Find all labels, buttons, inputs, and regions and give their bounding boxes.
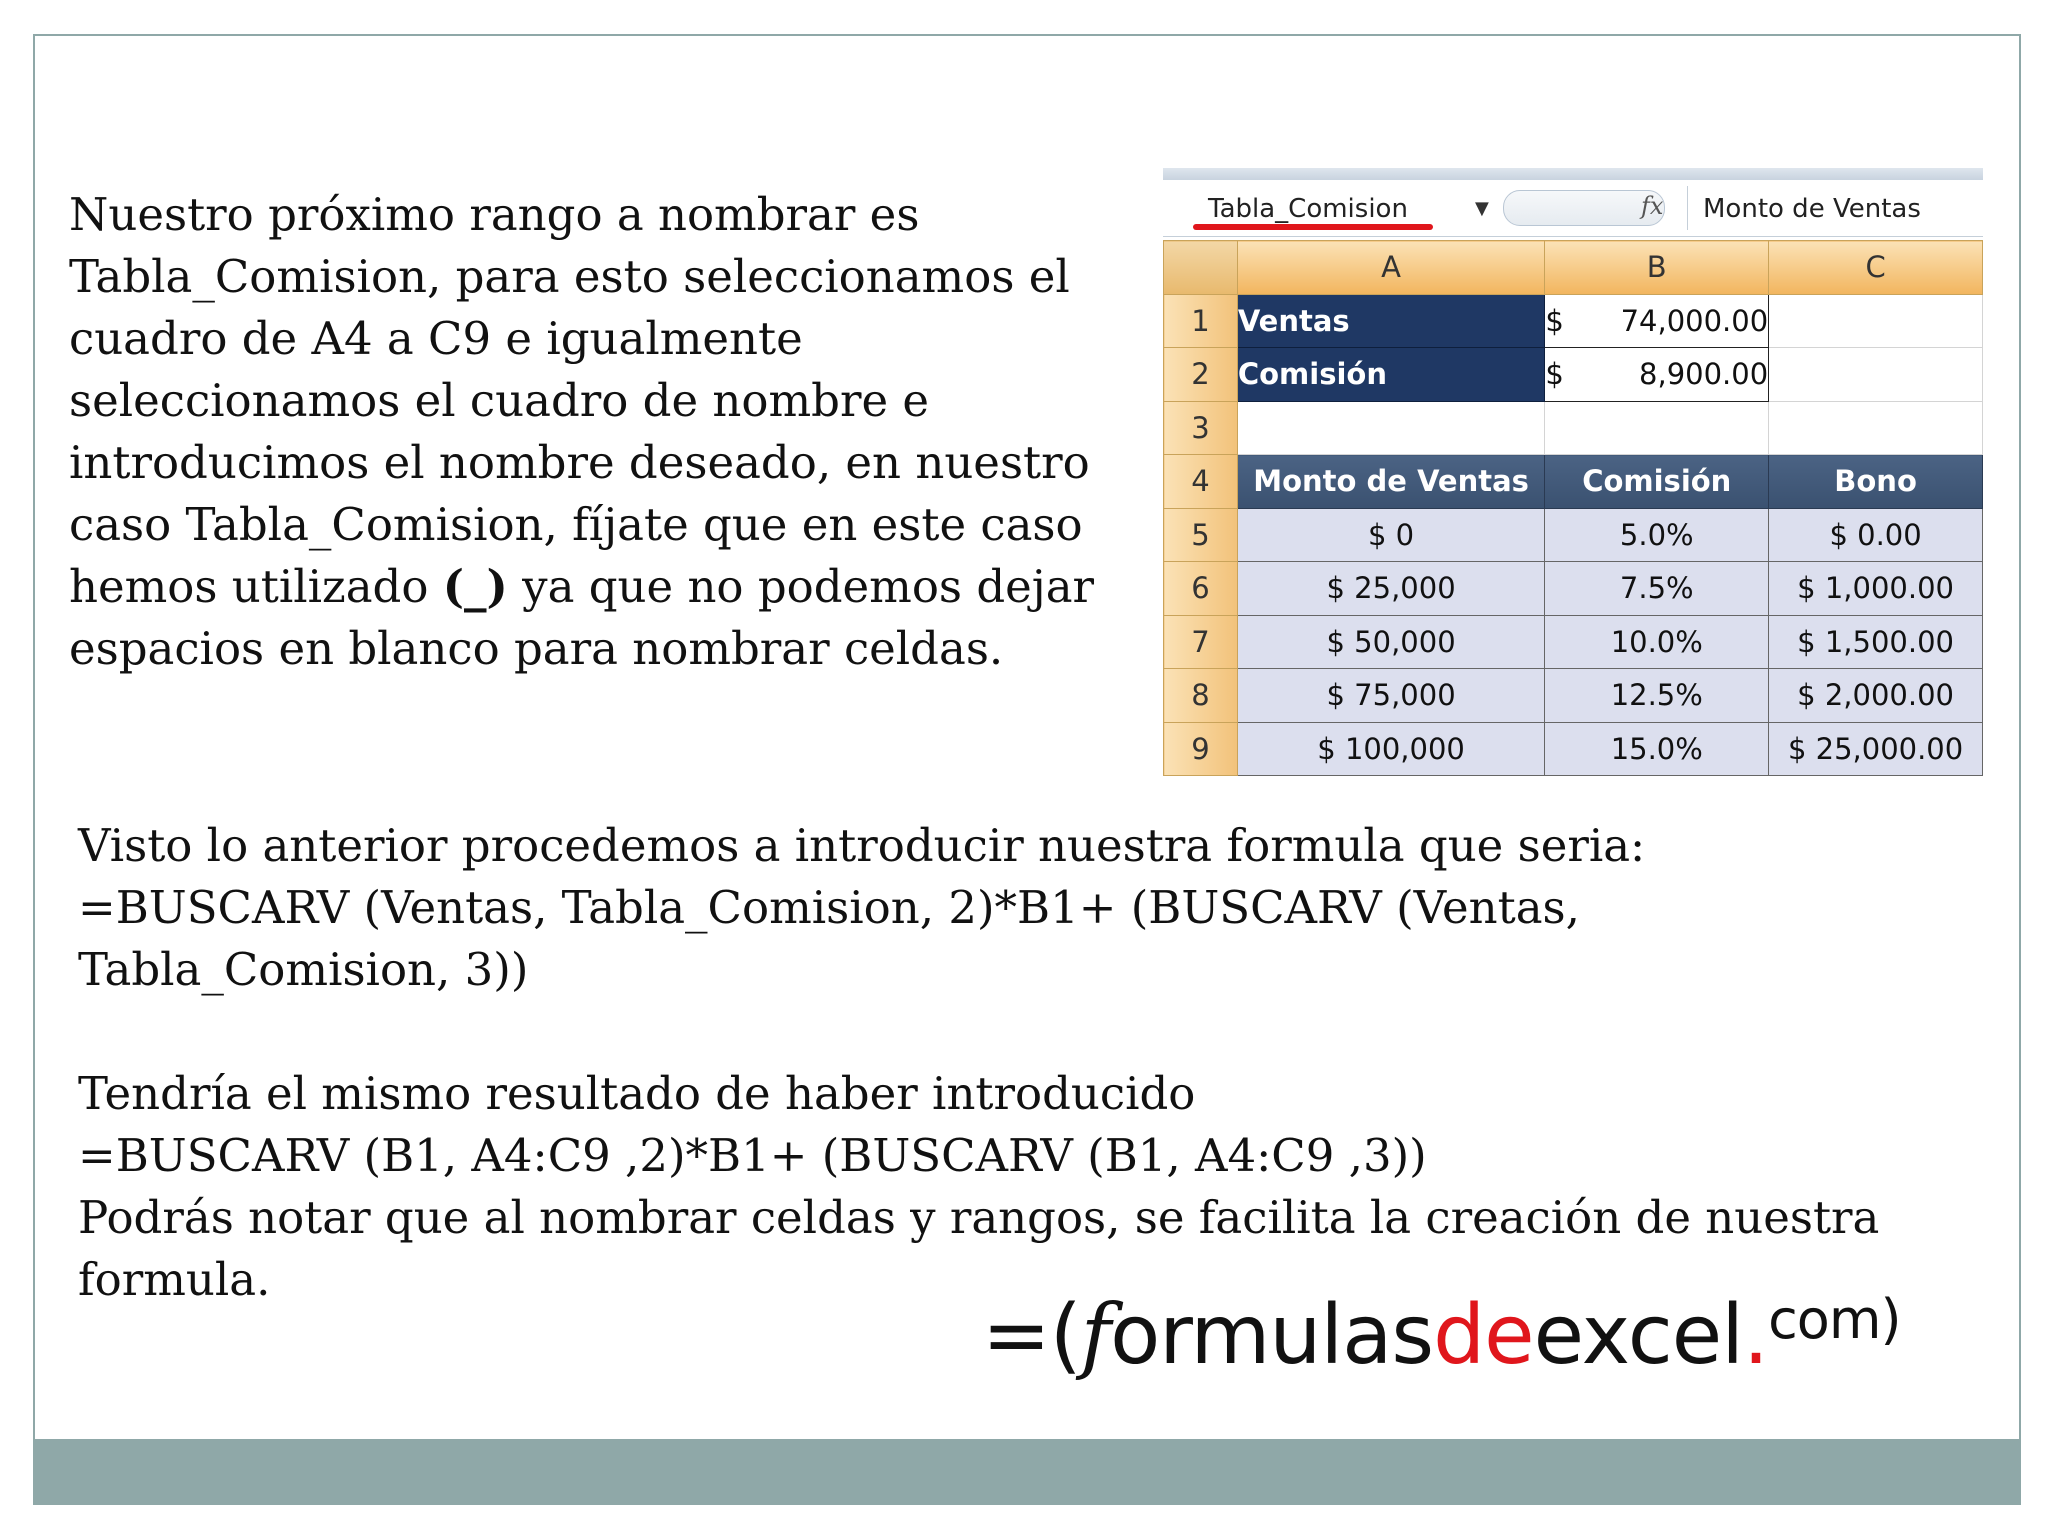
table-header-comision[interactable]: Comisión (1545, 455, 1769, 509)
cell-c2[interactable] (1769, 348, 1983, 402)
table-cell[interactable]: 5.0% (1545, 508, 1769, 562)
table-cell[interactable]: $ 0.00 (1769, 508, 1983, 562)
currency-symbol: $ (1545, 357, 1564, 392)
row-header[interactable]: 2 (1164, 348, 1238, 402)
table-cell[interactable]: $ 1,500.00 (1769, 615, 1983, 669)
table-header-bono[interactable]: Bono (1769, 455, 1983, 509)
logo-part1: ormulas (1110, 1288, 1434, 1383)
table-cell[interactable]: 15.0% (1545, 722, 1769, 776)
formula-bar (1163, 180, 1983, 237)
table-cell[interactable]: $ 75,000 (1237, 669, 1545, 723)
divider (1687, 186, 1688, 230)
body-line: Podrás notar que al nombrar celdas y rangos, se facilita la creación de nuestra (78, 1191, 1880, 1244)
logo-f: f (1080, 1288, 1111, 1383)
table-cell[interactable]: 12.5% (1545, 669, 1769, 723)
intro-line: caso Tabla_Comision, fíjate que en este caso (69, 498, 1083, 551)
formula-line: =BUSCARV (Ventas, Tabla_Comision, 2)*B1+ (BUSCARV (Ventas, (78, 881, 1580, 934)
table-cell[interactable]: $ 100,000 (1237, 722, 1545, 776)
footer-bar (33, 1439, 2021, 1505)
cell-b2[interactable] (1545, 348, 1769, 402)
table-header-monto[interactable]: Monto de Ventas (1237, 455, 1545, 509)
cell-a3[interactable] (1237, 401, 1545, 455)
row-header[interactable]: 5 (1164, 508, 1238, 562)
formula-line: =BUSCARV (B1, A4:C9 ,2)*B1+ (BUSCARV (B1, A4:C9 ,3)) (78, 1129, 1427, 1182)
intro-line: Nuestro próximo rango a nombrar es (69, 188, 920, 241)
chevron-down-icon[interactable]: ▼ (1475, 198, 1489, 219)
table-cell[interactable]: 7.5% (1545, 562, 1769, 616)
row-header[interactable]: 9 (1164, 722, 1238, 776)
logo-sup: com) (1768, 1288, 1901, 1351)
underscore-highlight: (_) (442, 560, 508, 613)
logo-prefix: =( (982, 1288, 1081, 1383)
cell-b1[interactable] (1545, 294, 1769, 348)
body-line: Visto lo anterior procedemos a introducir nuestra formula que seria: (78, 819, 1646, 872)
formulasdeexcel-logo (982, 1288, 1901, 1383)
intro-line: Tabla_Comision, para esto seleccionamos el (69, 250, 1070, 303)
table-cell[interactable]: $ 50,000 (1237, 615, 1545, 669)
cell-b3[interactable] (1545, 401, 1769, 455)
table-cell[interactable]: $ 2,000.00 (1769, 669, 1983, 723)
row-header[interactable]: 6 (1164, 562, 1238, 616)
intro-line (69, 556, 1149, 618)
row-header[interactable]: 8 (1164, 669, 1238, 723)
amount: 74,000.00 (1620, 303, 1769, 338)
table-cell[interactable]: $ 1,000.00 (1769, 562, 1983, 616)
table-cell[interactable]: $ 25,000.00 (1769, 722, 1983, 776)
row-header[interactable]: 1 (1164, 294, 1238, 348)
currency-symbol: $ (1545, 303, 1564, 338)
spacer (78, 1001, 1978, 1063)
name-box[interactable]: Tabla_Comision (1208, 194, 1408, 224)
cell-a2[interactable]: Comisión (1237, 348, 1545, 402)
cell-c3[interactable] (1769, 401, 1983, 455)
body-line: Tendría el mismo resultado de haber introducido (78, 1067, 1196, 1120)
column-header-b[interactable]: B (1545, 241, 1769, 295)
intro-line: espacios en blanco para nombrar celdas. (69, 622, 1004, 675)
intro-line: cuadro de A4 a C9 e igualmente (69, 312, 803, 365)
table-cell[interactable]: $ 0 (1237, 508, 1545, 562)
logo-part-red: de (1433, 1288, 1534, 1383)
body-line: formula. (78, 1253, 271, 1306)
intro-line: introducimos el nombre deseado, en nuestro (69, 436, 1090, 489)
fx-icon[interactable]: fx (1641, 192, 1664, 220)
row-header[interactable]: 3 (1164, 401, 1238, 455)
body-paragraph (78, 815, 1978, 1311)
intro-line-post: ya que no podemos dejar (507, 560, 1095, 613)
formula-line: Tabla_Comision, 3)) (78, 943, 529, 996)
table-cell[interactable]: $ 25,000 (1237, 562, 1545, 616)
table-cell[interactable]: 10.0% (1545, 615, 1769, 669)
sheet-grid (1163, 240, 1983, 776)
column-header-a[interactable]: A (1237, 241, 1545, 295)
column-header-c[interactable]: C (1769, 241, 1983, 295)
cell-c1[interactable] (1769, 294, 1983, 348)
logo-part2: excel (1533, 1288, 1744, 1383)
row-header[interactable]: 4 (1164, 455, 1238, 509)
logo-dot: . (1743, 1288, 1769, 1383)
formula-input[interactable]: Monto de Ventas (1703, 194, 1921, 224)
amount: 8,900.00 (1639, 357, 1769, 392)
spreadsheet-screenshot (1163, 168, 1983, 781)
cell-a1[interactable]: Ventas (1237, 294, 1545, 348)
intro-line: seleccionamos el cuadro de nombre e (69, 374, 930, 427)
intro-paragraph (69, 184, 1149, 680)
select-all-corner[interactable] (1164, 241, 1238, 295)
row-header[interactable]: 7 (1164, 615, 1238, 669)
red-underline-mark (1193, 224, 1433, 230)
intro-line-pre: hemos utilizado (69, 560, 443, 613)
